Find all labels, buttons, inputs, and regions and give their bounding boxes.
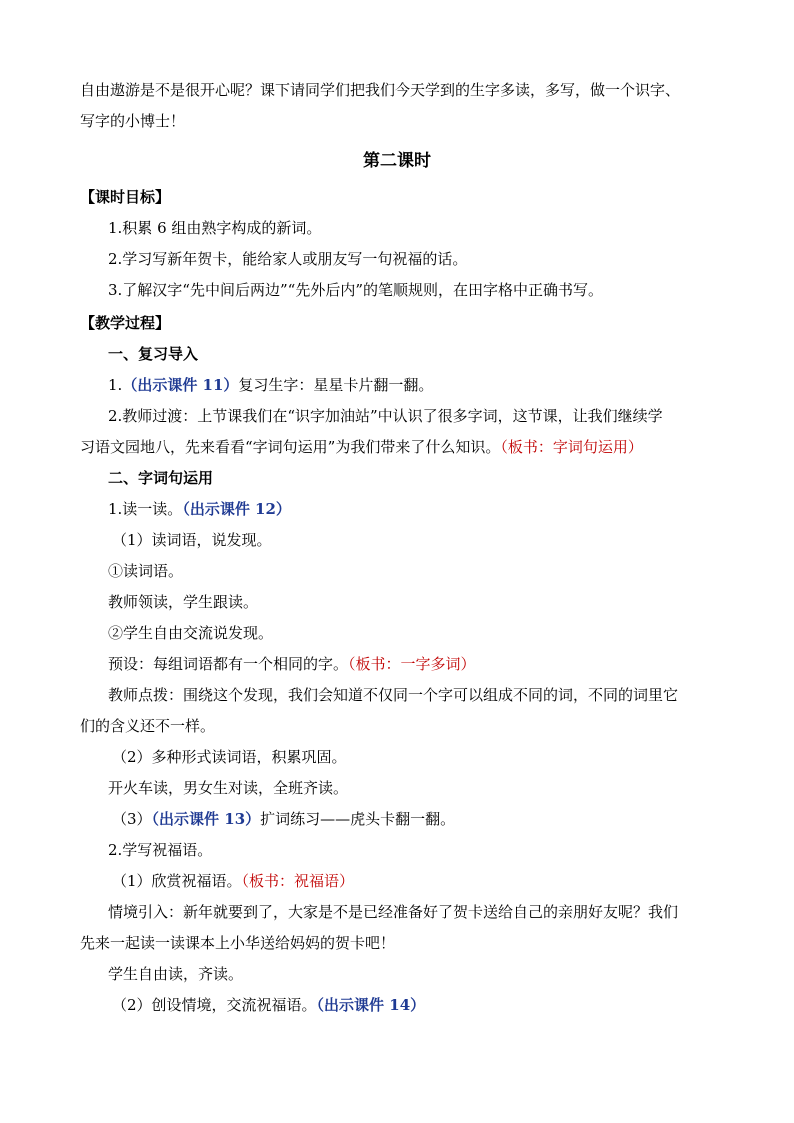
process-heading: 【教学过程】	[80, 314, 171, 332]
board-note-blessing: （板书：祝福语）	[241, 872, 355, 890]
goal-item-3: 3.了解汉字“先中间后两边”“先外后内”的笔顺规则，在田字格中正确书写。	[108, 281, 603, 299]
courseware-ref-12: （出示课件 12）	[182, 500, 291, 518]
section-2-item-2-sub-1	[112, 871, 720, 891]
section-2-item-2-sub-2	[112, 995, 720, 1015]
section-1-item-1-text: 复习生字：星星卡片翻一翻。	[238, 376, 434, 394]
section-2-hint-line-1: 教师点拨：围绕这个发现，我们会知道不仅同一个字可以组成不同的词，不同的词里它	[108, 686, 679, 704]
section-2-scene-line-1: 情境引入：新年就要到了，大家是不是已经准备好了贺卡送给自己的亲朋好友呢？我们	[108, 903, 679, 921]
section-2-sub-2-detail: 开火车读，男女生对读，全班齐读。	[108, 779, 349, 797]
section-1-item-2-line-2	[80, 437, 720, 457]
section-2-sub-1: （1）读词语，说发现。	[112, 531, 272, 549]
section-2-heading: 二、字词句运用	[108, 469, 214, 487]
section-2-item-2-sub-2-text: （2）创设情境，交流祝福语。	[112, 996, 317, 1014]
goal-item-2: 2.学习写新年贺卡，能给家人或朋友写一句祝福的话。	[108, 250, 468, 268]
section-2-step-2: ②学生自由交流说发现。	[108, 624, 274, 642]
goal-item-1: 1.积累 6 组由熟字构成的新词。	[108, 219, 322, 237]
section-1-heading: 一、复习导入	[108, 345, 199, 363]
section-2-item-1	[108, 499, 720, 519]
section-2-preset	[108, 654, 720, 674]
section-1-item-1	[108, 375, 720, 395]
section-1-item-2-line-1: 2.教师过渡：上节课我们在“识字加油站”中认识了很多字词，这节课，让我们继续学	[108, 407, 663, 425]
section-2-sub-3-number: （3）	[112, 810, 152, 828]
section-1-item-2-text: 习语文园地八，先来看看“字词句运用”为我们带来了什么知识。	[80, 438, 501, 456]
section-2-sub-3-text: 扩词练习——虎头卡翻一翻。	[260, 810, 456, 828]
board-note-one-char-many-words: （板书：一字多词）	[348, 655, 476, 673]
section-2-sub-3	[112, 809, 720, 829]
section-2-item-2-sub-1-text: （1）欣赏祝福语。	[112, 872, 242, 890]
courseware-ref-14: （出示课件 14）	[316, 996, 426, 1014]
courseware-ref-11: （出示课件 11）	[122, 376, 239, 394]
goals-heading: 【课时目标】	[80, 188, 171, 206]
lesson-title: 第二课时	[363, 151, 431, 171]
section-2-item-2: 2.学写祝福语。	[108, 841, 213, 859]
section-2-preset-text: 预设：每组词语都有一个相同的字。	[108, 655, 349, 673]
intro-line-1: 自由遨游是不是很开心呢？课下请同学们把我们今天学到的生字多读，多写，做一个识字、	[80, 81, 681, 99]
section-2-step-1: ①读词语。	[108, 562, 184, 580]
section-1-item-1-number: 1.	[108, 376, 123, 394]
section-2-scene-line-2: 先来一起读一读课本上小华送给妈妈的贺卡吧！	[80, 934, 396, 952]
section-2-hint-line-2: 们的含义还不一样。	[80, 717, 216, 735]
section-2-step-1-detail: 教师领读，学生跟读。	[108, 593, 259, 611]
board-note-word-usage: （板书：字词句运用）	[500, 438, 643, 456]
intro-line-2: 写字的小博士！	[80, 112, 186, 130]
section-2-item-1-text: 1.读一读。	[108, 500, 183, 518]
section-2-scene-detail: 学生自由读，齐读。	[108, 965, 244, 983]
section-2-sub-2: （2）多种形式读词语，积累巩固。	[112, 748, 347, 766]
courseware-ref-13: （出示课件 13）	[151, 810, 261, 828]
